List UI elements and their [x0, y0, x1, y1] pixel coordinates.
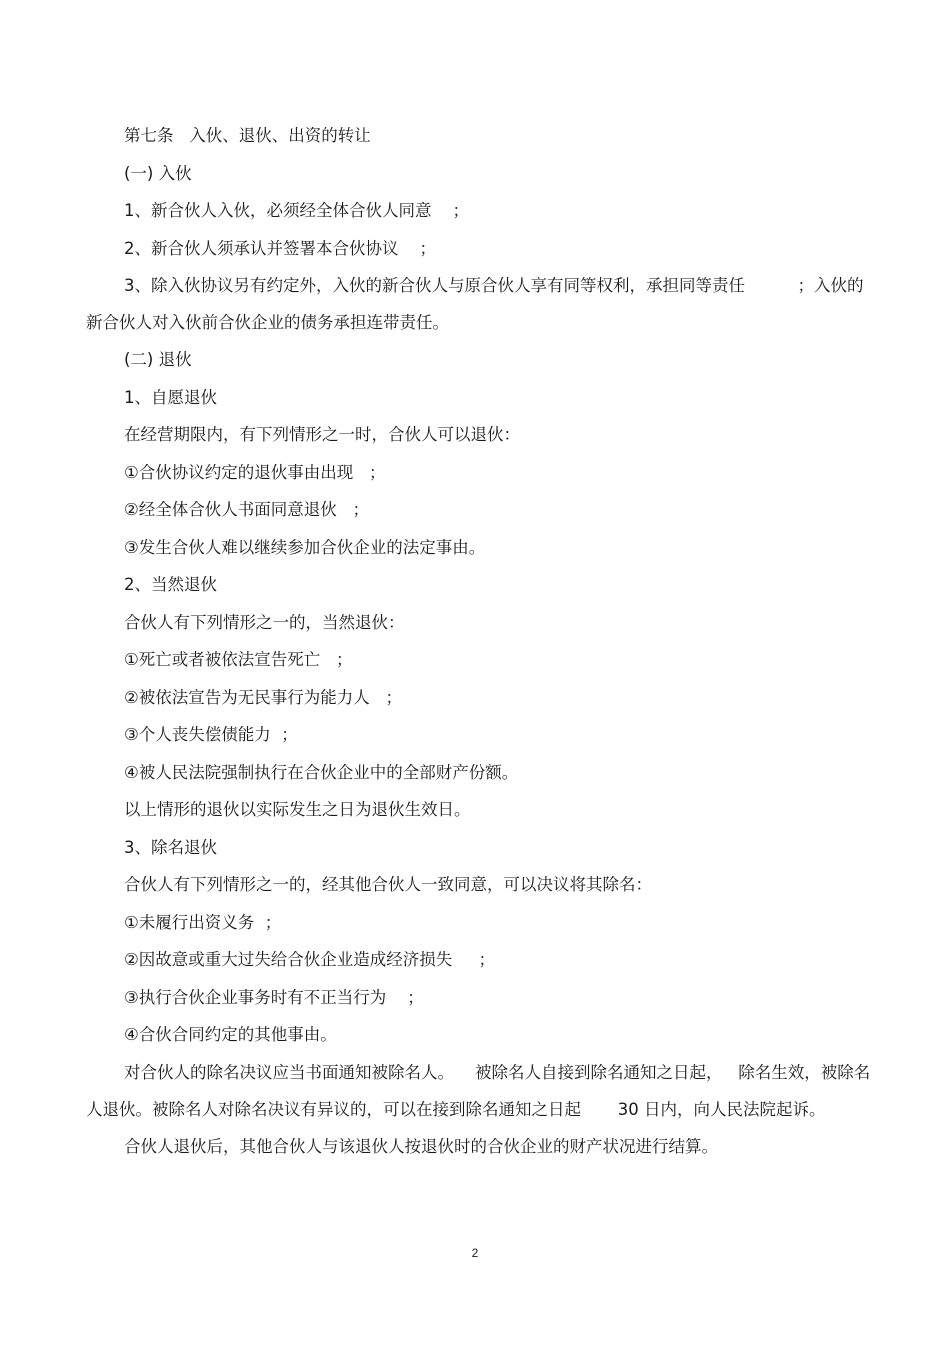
list-item: ②因故意或重大过失给合伙企业造成经济损失 ； [124, 950, 496, 969]
list-item: ④合伙合同约定的其他事由。 [124, 1025, 337, 1044]
page-number: 2 [471, 1246, 479, 1260]
list-item: ①死亡或者被依法宣告死亡 ； [124, 650, 353, 669]
paragraph: 对合伙人的除名决议应当书面通知被除名人。 被除名人自接到除名通知之日起， 除名生效，被除名人退伙。被除名人对除名决议有异议的，可以在接到除名通知之日起 30 日内，向人民法院起诉。 [86, 1062, 871, 1119]
section-title-joining: (一) 入伙 [124, 163, 192, 183]
document-body [86, 117, 876, 1165]
list-item: ④被人民法院强制执行在合伙企业中的全部财产份额。 [124, 762, 519, 782]
paragraph: 合伙人有下列情形之一的，经其他合伙人一致同意，可以决议将其除名： [124, 875, 652, 894]
list-item: ①未履行出资义务 ； [124, 912, 282, 932]
list-item: ③个人丧失偿债能力 ； [124, 725, 298, 744]
subsection-title: 2、当然退伙 [124, 575, 217, 594]
list-item: 2、新合伙人须承认并签署本合伙协议 ； [124, 238, 436, 258]
list-item: ①合伙协议约定的退伙事由出现 ； [124, 462, 386, 482]
list-item: ②经全体合伙人书面同意退伙 ； [124, 500, 370, 519]
subsection-title: 3、除名退伙 [124, 837, 217, 857]
article-heading: 第七条 入伙、退伙、出资的转让 [124, 126, 371, 145]
list-item: ②被依法宣告为无民事行为能力人 ； [124, 687, 403, 707]
section-title-withdrawal: (二) 退伙 [124, 350, 192, 369]
paragraph: 合伙人退伙后，其他合伙人与该退伙人按退伙时的合伙企业的财产状况进行结算。 [124, 1136, 718, 1156]
list-item: 1、新合伙人入伙，必须经全体合伙人同意 ； [124, 201, 469, 220]
paragraph: 合伙人有下列情形之一的，当然退伙： [124, 612, 405, 632]
list-item: ③发生合伙人难以继续参加合伙企业的法定事由。 [124, 537, 486, 557]
list-item: ③执行合伙企业事务时有不正当行为 ； [124, 987, 424, 1007]
paragraph: 以上情形的退伙以实际发生之日为退伙生效日。 [124, 800, 471, 819]
paragraph: 在经营期限内，有下列情形之一时，合伙人可以退伙： [124, 425, 520, 444]
subsection-title: 1、自愿退伙 [124, 387, 217, 407]
list-item: 3、除入伙协议另有约定外，入伙的新合伙人与原合伙人享有同等权利，承担同等责任 ；入伙的新合伙人对入伙前合伙企业的债务承担连带责任。 [86, 276, 864, 332]
